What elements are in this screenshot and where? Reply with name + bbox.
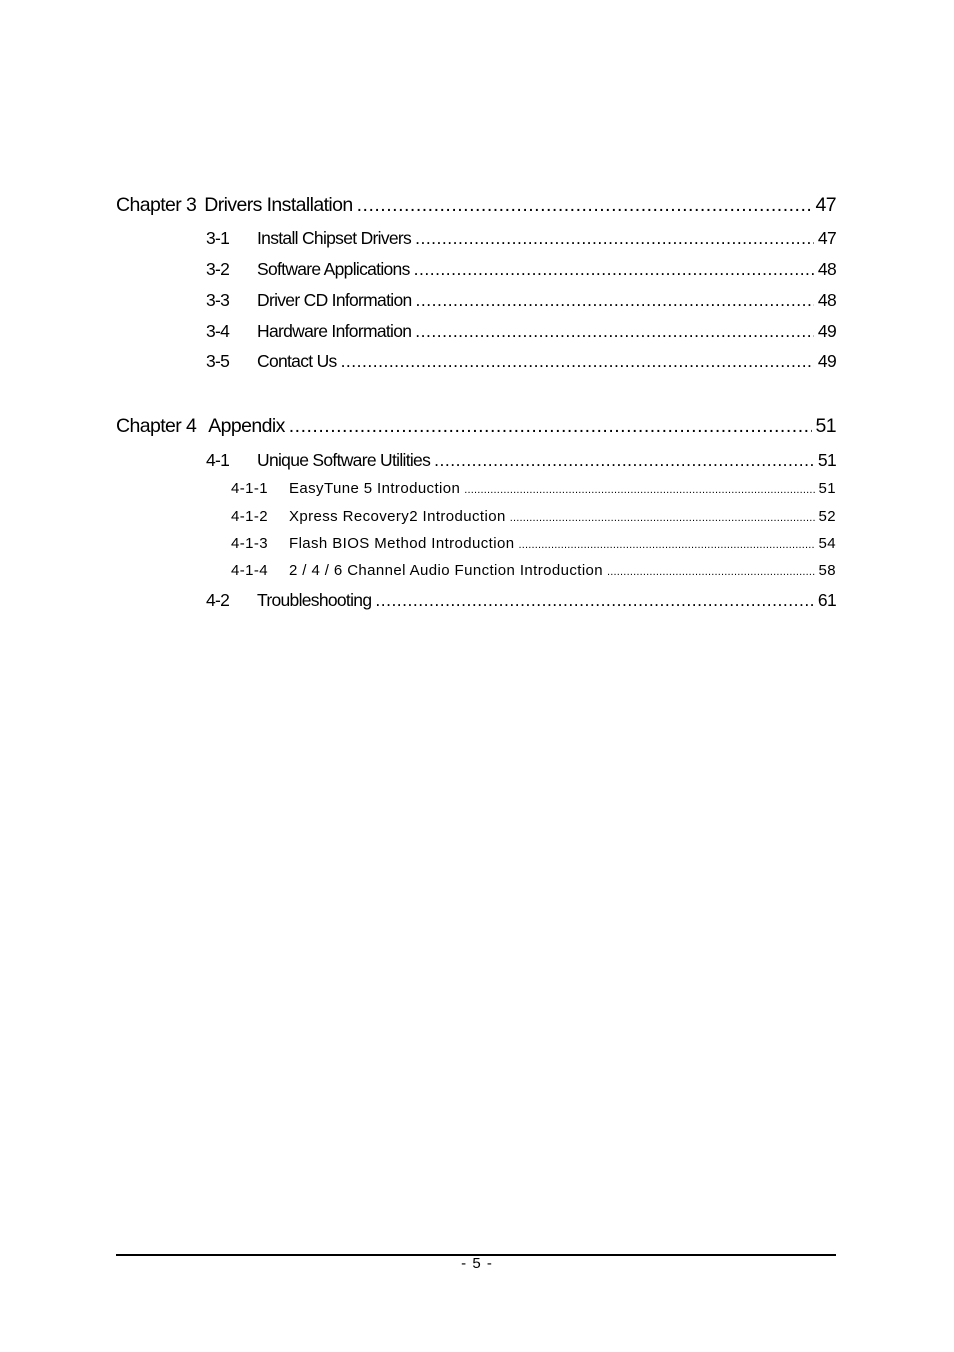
toc-section-3-2[interactable] [206, 259, 836, 280]
section-number: 3-5 [206, 351, 230, 371]
dot-leader [375, 590, 814, 611]
toc-section-4-2[interactable] [206, 590, 836, 611]
section-title: Driver CD Information [257, 290, 412, 310]
chapter-title: Drivers Installation [204, 194, 353, 216]
page-number: 51 [818, 480, 836, 497]
toc-section-4-1[interactable] [206, 450, 836, 471]
toc-subsection-4-1-4[interactable] [231, 562, 836, 579]
toc-section-3-1[interactable] [206, 228, 836, 249]
dot-leader [464, 484, 814, 496]
chapter-label: Chapter 4 [116, 415, 197, 437]
subsection-number: 4-1-3 [231, 535, 269, 552]
dot-leader [518, 539, 814, 551]
dot-leader [415, 228, 814, 249]
toc-section-3-4[interactable] [206, 321, 836, 342]
section-number: 4-2 [206, 590, 230, 610]
page-number: 54 [818, 535, 836, 552]
page-number: 47 [815, 194, 836, 216]
toc-chapter-3[interactable] [116, 194, 836, 217]
toc-subsection-4-1-3[interactable] [231, 535, 836, 552]
subsection-title: Xpress Recovery2 Introduction [289, 508, 506, 525]
section-title: Troubleshooting [257, 590, 372, 610]
page-number: 51 [817, 450, 836, 470]
dot-leader [607, 566, 814, 578]
page-number: 51 [815, 415, 836, 437]
dot-leader [357, 194, 812, 217]
page-number: 49 [817, 321, 836, 341]
page-number: 48 [817, 259, 836, 279]
section-number: 3-2 [206, 259, 230, 279]
toc-subsection-4-1-1[interactable] [231, 480, 836, 497]
section-number: 3-1 [206, 228, 230, 248]
section-title: Software Applications [257, 259, 410, 279]
dot-leader [510, 512, 815, 524]
toc-section-3-3[interactable] [206, 290, 836, 311]
section-number: 3-4 [206, 321, 230, 341]
section-number: 4-1 [206, 450, 230, 470]
dot-leader [414, 259, 814, 280]
dot-leader [415, 321, 814, 342]
toc-subsection-4-1-2[interactable] [231, 508, 836, 525]
page-number: 52 [818, 508, 836, 525]
subsection-number: 4-1-4 [231, 562, 269, 579]
page-number: 47 [817, 228, 836, 248]
subsection-number: 4-1-2 [231, 508, 269, 525]
subsection-title: Flash BIOS Method Introduction [289, 535, 515, 552]
section-number: 3-3 [206, 290, 230, 310]
dot-leader [434, 450, 814, 471]
subsection-title: 2 / 4 / 6 Channel Audio Function Introduction [289, 562, 604, 579]
chapter-title: Appendix [208, 415, 285, 437]
dot-leader [289, 415, 812, 438]
dot-leader [416, 290, 814, 311]
footer-page-number: - 5 - [461, 1255, 493, 1272]
toc-chapter-4[interactable] [116, 415, 836, 438]
page-number: 61 [817, 590, 836, 610]
section-title: Unique Software Utilities [257, 450, 431, 470]
subsection-number: 4-1-1 [231, 480, 269, 497]
toc-section-3-5[interactable] [206, 351, 836, 372]
chapter-label: Chapter 3 [116, 194, 197, 216]
subsection-title: EasyTune 5 Introduction [289, 480, 461, 497]
section-title: Contact Us [257, 351, 337, 371]
page-number: 58 [818, 562, 836, 579]
dot-leader [341, 351, 814, 372]
page-number: 48 [817, 290, 836, 310]
section-title: Install Chipset Drivers [257, 228, 412, 248]
section-title: Hardware Information [257, 321, 412, 341]
page-number: 49 [817, 351, 836, 371]
